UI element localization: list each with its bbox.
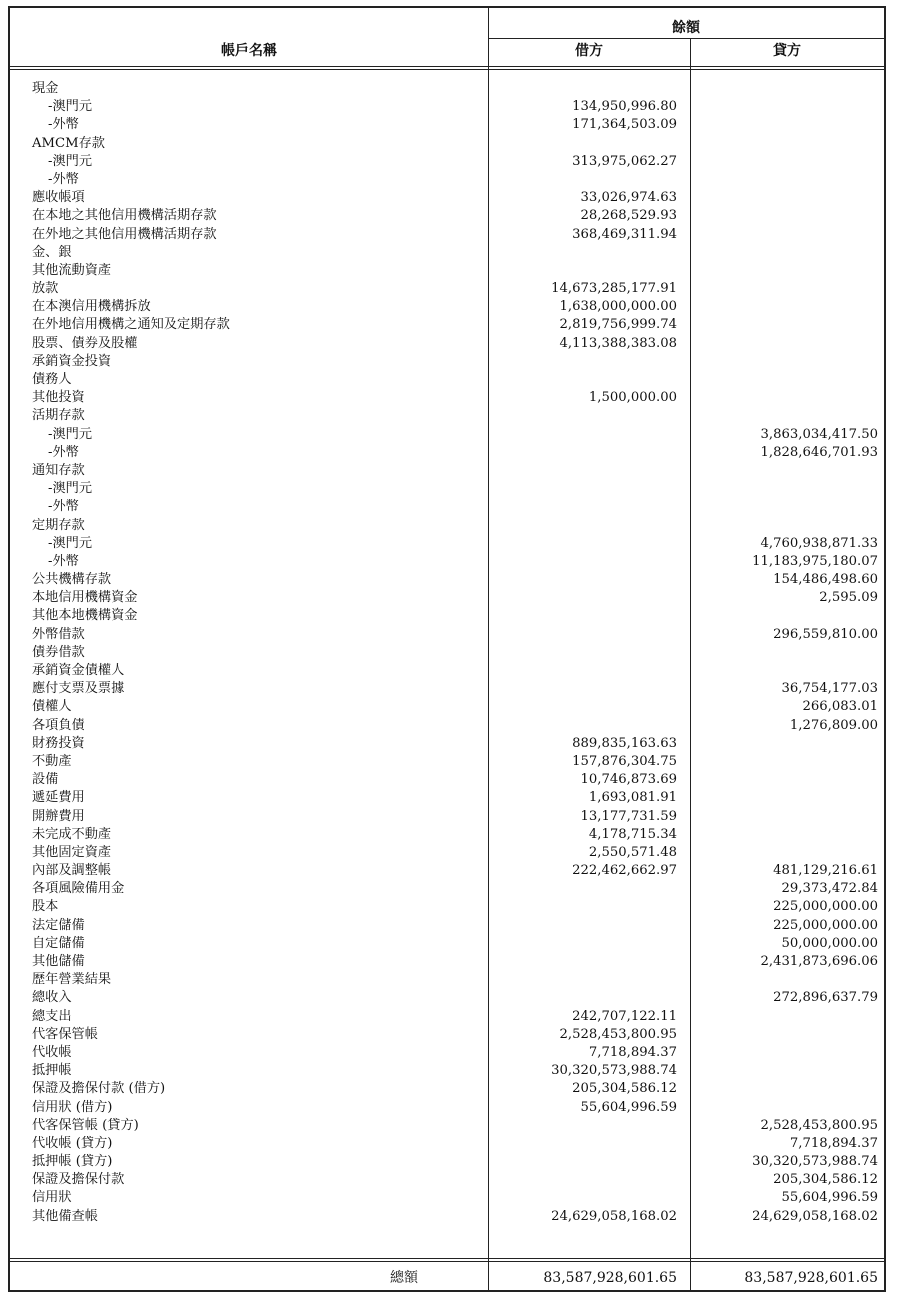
account-name: AMCM存款 <box>32 135 105 151</box>
account-name: 公共機構存款 <box>32 572 112 588</box>
table-row <box>10 389 884 407</box>
debit-value: 1,638,000,000.00 <box>559 299 677 315</box>
account-name: 內部及調整帳 <box>32 863 112 879</box>
account-name: 其他投資 <box>32 390 85 406</box>
table-row <box>10 371 884 389</box>
table-row <box>10 826 884 844</box>
account-name: 抵押帳 (貸方) <box>32 1154 113 1170</box>
table-row <box>10 1208 884 1226</box>
table-row <box>10 426 884 444</box>
debit-value: 2,550,571.48 <box>588 844 677 860</box>
header-divider <box>10 69 884 70</box>
account-name: 股本 <box>32 899 59 915</box>
account-name: 承銷資金投資 <box>32 353 112 369</box>
table-row <box>10 753 884 771</box>
account-name: 設備 <box>32 772 59 788</box>
account-name: 其他儲備 <box>32 954 85 969</box>
table-row <box>10 717 884 735</box>
account-name: 法定儲備 <box>32 917 85 933</box>
table-row <box>10 607 884 625</box>
table-row <box>10 135 884 153</box>
account-name: 外幣借款 <box>32 626 85 642</box>
debit-value: 10,746,873.69 <box>580 772 677 788</box>
table-row <box>10 171 884 189</box>
account-name: -外幣 <box>48 553 79 569</box>
footer-divider <box>10 1258 884 1259</box>
account-name: 保證及擔保付款 (借方) <box>32 1081 166 1097</box>
account-name: -澳門元 <box>48 426 93 442</box>
table-row <box>10 517 884 535</box>
table-row <box>10 153 884 171</box>
credit-value: 205,304,586.12 <box>773 1172 878 1188</box>
debit-value: 7,718,894.37 <box>588 1044 677 1060</box>
table-row <box>10 1099 884 1117</box>
account-name: 抵押帳 <box>32 1063 72 1079</box>
table-row <box>10 789 884 807</box>
account-name: 債券借款 <box>32 644 85 660</box>
account-name: -外幣 <box>48 171 79 187</box>
credit-value: 481,129,216.61 <box>773 863 878 879</box>
account-name: 保證及擔保付款 <box>32 1172 125 1188</box>
table-row <box>10 680 884 698</box>
table-row <box>10 226 884 244</box>
debit-value: 1,500,000.00 <box>588 390 677 406</box>
credit-value: 272,896,637.79 <box>773 990 878 1006</box>
credit-value: 225,000,000.00 <box>773 917 878 933</box>
debit-value: 1,693,081.91 <box>588 790 677 806</box>
account-name: 金、銀 <box>32 244 72 260</box>
credit-value: 36,754,177.03 <box>781 681 878 697</box>
table-row <box>10 1153 884 1171</box>
account-name: 在本澳信用機構拆放 <box>32 299 151 315</box>
debit-value: 157,876,304.75 <box>572 753 677 769</box>
table-row <box>10 935 884 953</box>
table-row <box>10 553 884 571</box>
table-row <box>10 898 884 916</box>
table-row <box>10 1044 884 1062</box>
total-debit: 83,587,928,601.65 <box>543 1270 677 1286</box>
debit-value: 368,469,311.94 <box>572 226 677 242</box>
table-row <box>10 444 884 462</box>
account-name: 信用狀 (借方) <box>32 1099 113 1115</box>
account-name: 總收入 <box>32 990 72 1006</box>
credit-value: 50,000,000.00 <box>781 935 878 951</box>
table-row <box>10 1080 884 1098</box>
debit-value: 14,673,285,177.91 <box>551 281 677 297</box>
account-name-header: 帳戶名稱 <box>221 43 277 59</box>
debit-value: 205,304,586.12 <box>572 1081 677 1097</box>
debit-value: 171,364,503.09 <box>572 117 677 133</box>
credit-value: 1,828,646,701.93 <box>760 444 878 460</box>
debit-value: 28,268,529.93 <box>580 208 677 224</box>
table-row <box>10 262 884 280</box>
debit-value: 134,950,996.80 <box>572 99 677 115</box>
credit-value: 24,629,058,168.02 <box>752 1208 878 1224</box>
table-row <box>10 407 884 425</box>
table-row <box>10 880 884 898</box>
table-row <box>10 571 884 589</box>
account-name: 應付支票及票據 <box>32 681 125 697</box>
account-name: 信用狀 <box>32 1190 72 1206</box>
credit-value: 1,276,809.00 <box>789 717 878 733</box>
debit-value: 222,462,662.97 <box>572 863 677 879</box>
credit-value: 2,431,873,696.06 <box>760 954 878 969</box>
account-name: 現金 <box>32 81 59 96</box>
account-name: 其他本地機構資金 <box>32 608 138 624</box>
account-name: 代客保管帳 (貸方) <box>32 1117 139 1133</box>
table-row <box>10 662 884 680</box>
account-name: -外幣 <box>48 444 79 460</box>
table-row <box>10 862 884 880</box>
footer-divider <box>10 1261 884 1262</box>
table-row <box>10 462 884 480</box>
credit-value: 11,183,975,180.07 <box>752 553 878 569</box>
table-row <box>10 1171 884 1189</box>
account-name: -外幣 <box>48 117 79 133</box>
credit-value: 2,595.09 <box>819 590 878 606</box>
credit-header: 貸方 <box>773 43 801 59</box>
total-label: 總額 <box>390 1270 418 1286</box>
credit-value: 266,083.01 <box>802 699 878 715</box>
debit-value: 2,819,756,999.74 <box>559 317 677 333</box>
table-row <box>10 1026 884 1044</box>
table-row <box>10 298 884 316</box>
credit-value: 3,863,034,417.50 <box>760 426 878 442</box>
table-row <box>10 280 884 298</box>
debit-value: 242,707,122.11 <box>572 1008 677 1024</box>
table-row <box>10 1135 884 1153</box>
table-row <box>10 698 884 716</box>
table-row <box>10 1008 884 1026</box>
table-row <box>10 207 884 225</box>
account-name: 承銷資金債權人 <box>32 663 125 678</box>
header-divider <box>10 66 884 67</box>
account-name: 股票、債券及股權 <box>32 335 138 351</box>
account-name: 各項風險備用金 <box>32 881 125 897</box>
table-row <box>10 644 884 662</box>
debit-value: 889,835,163.63 <box>572 735 677 751</box>
account-name: 其他固定資產 <box>32 844 112 860</box>
table-row <box>10 626 884 644</box>
debit-value: 13,177,731.59 <box>580 808 677 824</box>
account-name: -澳門元 <box>48 481 93 497</box>
table-row <box>10 989 884 1007</box>
account-name: 在外地之其他信用機構活期存款 <box>32 226 217 242</box>
account-name: 財務投資 <box>32 735 85 751</box>
account-name: 遞延費用 <box>32 790 85 806</box>
account-name: -外幣 <box>48 499 79 515</box>
account-name: 代收帳 (貸方) <box>32 1135 113 1151</box>
table-row <box>10 1062 884 1080</box>
account-name: 其他流動資產 <box>32 262 112 278</box>
table-row <box>10 116 884 134</box>
credit-value: 30,320,573,988.74 <box>752 1154 878 1170</box>
table-row <box>10 808 884 826</box>
credit-value: 225,000,000.00 <box>773 899 878 915</box>
account-name: 不動產 <box>32 753 72 769</box>
debit-header: 借方 <box>575 43 603 59</box>
debit-value: 55,604,996.59 <box>580 1099 677 1115</box>
account-name: 歷年營業結果 <box>32 972 112 988</box>
table-row <box>10 80 884 98</box>
account-name: -澳門元 <box>48 153 93 169</box>
table-row <box>10 1189 884 1207</box>
account-name: 未完成不動產 <box>32 826 112 842</box>
balance-table <box>8 6 886 1292</box>
table-row <box>10 1117 884 1135</box>
debit-value: 4,178,715.34 <box>588 826 677 842</box>
debit-value: 4,113,388,383.08 <box>559 335 677 351</box>
account-name: 代客保管帳 <box>32 1026 98 1042</box>
debit-value: 2,528,453,800.95 <box>559 1026 677 1042</box>
account-name: 放款 <box>32 281 59 297</box>
table-row <box>10 589 884 607</box>
header-divider <box>488 38 884 39</box>
account-name: 各項負債 <box>32 717 85 733</box>
account-name: 自定儲備 <box>32 935 85 951</box>
table-row <box>10 244 884 262</box>
table-row <box>10 98 884 116</box>
debit-value: 313,975,062.27 <box>572 153 677 169</box>
account-name: 應收帳項 <box>32 190 85 206</box>
table-row <box>10 771 884 789</box>
credit-value: 2,528,453,800.95 <box>760 1117 878 1133</box>
account-name: 債務人 <box>32 372 72 387</box>
account-name: -澳門元 <box>48 535 93 551</box>
table-row <box>10 189 884 207</box>
balance-header: 餘額 <box>672 20 700 36</box>
table-row <box>10 735 884 753</box>
account-name: 其他備查帳 <box>32 1208 98 1224</box>
table-row <box>10 353 884 371</box>
total-credit: 83,587,928,601.65 <box>744 1270 878 1286</box>
table-row <box>10 535 884 553</box>
debit-value: 30,320,573,988.74 <box>551 1063 677 1079</box>
account-name: -澳門元 <box>48 99 93 115</box>
table-row <box>10 335 884 353</box>
account-name: 開辦費用 <box>32 808 85 824</box>
table-row <box>10 480 884 498</box>
debit-value: 33,026,974.63 <box>580 190 677 206</box>
table-row <box>10 498 884 516</box>
account-name: 活期存款 <box>32 408 85 424</box>
account-name: 在外地信用機構之通知及定期存款 <box>32 317 230 333</box>
credit-value: 7,718,894.37 <box>789 1135 878 1151</box>
table-row <box>10 844 884 862</box>
account-name: 總支出 <box>32 1008 72 1024</box>
account-name: 定期存款 <box>32 517 85 533</box>
account-name: 代收帳 <box>32 1044 72 1060</box>
account-name: 債權人 <box>32 699 72 715</box>
account-name: 在本地之其他信用機構活期存款 <box>32 208 217 224</box>
table-row <box>10 917 884 935</box>
credit-value: 296,559,810.00 <box>773 626 878 642</box>
credit-value: 29,373,472.84 <box>781 881 878 897</box>
credit-value: 55,604,996.59 <box>781 1190 878 1206</box>
credit-value: 154,486,498.60 <box>773 572 878 588</box>
debit-value: 24,629,058,168.02 <box>551 1208 677 1224</box>
credit-value: 4,760,938,871.33 <box>760 535 878 551</box>
account-name: 通知存款 <box>32 462 85 478</box>
account-name: 本地信用機構資金 <box>32 590 138 606</box>
table-row <box>10 316 884 334</box>
table-row <box>10 971 884 989</box>
table-row <box>10 953 884 971</box>
table-body <box>10 80 884 1226</box>
